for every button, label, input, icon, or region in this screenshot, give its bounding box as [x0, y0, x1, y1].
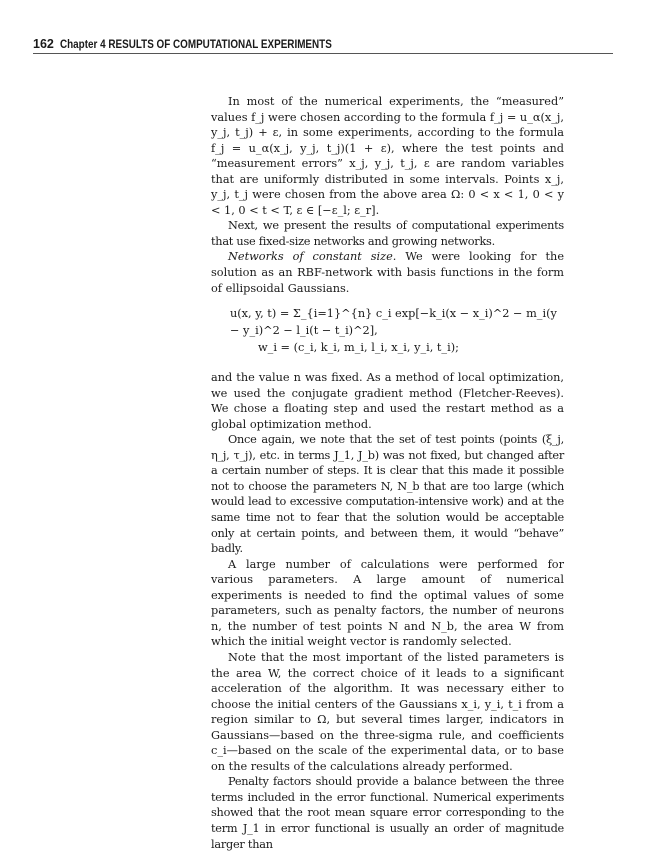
page-number: 162	[33, 37, 54, 51]
paragraph-constant-size	[211, 249, 564, 296]
paragraph-penalty-factors	[211, 774, 564, 852]
running-head	[33, 37, 613, 52]
p8-text: Penalty factors should provide a balance between the three terms included in the error functional. Numerical experiments showed that the root mean square error corresponding to the term J_1 in error functional is usually an order of magnitude larger than	[211, 775, 564, 851]
p2-text: Next, we present the results of computational experiments that use fixed-size networks and growing networks.	[211, 219, 564, 248]
paragraph-test-points	[211, 432, 564, 556]
formula-line-1: u(x, y, t) = Σ_{i=1}^{n} c_i exp[−k_i(x − x_i)^2 − m_i(y − y_i)^2 − l_i(t − t_i)^2],	[230, 307, 557, 338]
paragraph-calculations	[211, 557, 564, 650]
paragraph-area-w	[211, 650, 564, 774]
paragraph-measured-values	[211, 94, 564, 218]
p6-text: A large number of calculations were performed for various parameters. A large amount of numerical experiments is needed to find the optimal values of some parameters, such as penalty factors, the number of neurons n, the number of test points N and N_b, the area W from which the initial weight vector is randomly selected.	[211, 557, 564, 649]
section-run-in-heading: Networks of constant size.	[228, 250, 397, 264]
p4-text: and the value n was fixed. As a method of local optimization, we used the conjugate gradient method (Fletcher-Reeves). We chose a floating step and used the restart method as a global optimization method.	[211, 371, 564, 431]
p7-text: Note that the most important of the listed parameters is the area W, the correct choice of it leads to a significant acceleration of the algorithm. It was necessary either to choose the initial centers of the Gaussians x_i, y_i, t_i from a region similar to Ω, but several times larger, indicators in Gaussians—based on the three-sigma rule, and coefficients c_i—based on the scale of the experimental data, or to base on the results of the calculations already performed.	[211, 650, 564, 773]
body-text	[211, 94, 564, 852]
paragraph-next-results	[211, 218, 564, 249]
rbf-formula	[230, 305, 564, 356]
p3-text: We were looking for the solution as an RBF-network with basis functions in the form of ellipsoidal Gaussians.	[211, 250, 565, 295]
header-rule	[33, 53, 613, 54]
paragraph-local-optimization	[211, 370, 564, 432]
p5-text: Once again, we note that the set of test points (points (ξ_j, η_j, τ_j), etc. in terms J_1, J_b) was not fixed, but changed after a certain number of steps. It is clear that this made it possible not to choose the parameters N, N_b that are too large (which would lead to excessive computation-intensive work) and at the same time not to fear that the solution would be acceptable only at certain points, and between them, it would “behave” badly.	[211, 433, 564, 556]
chapter-title: Chapter 4 RESULTS OF COMPUTATIONAL EXPERIMENTS	[59, 39, 332, 51]
p1-text: In most of the numerical experiments, the “measured” values f_j were chosen according to the formula f_j = u_α(x_j, y_j, t_j) + ε, in some experiments, according to the formula f_j = u_α(x_j, y_j, t_j)(1 + ε), where the test points and “measurement errors” x_j, y_j, t_j, ε are random variables that are uniformly distributed in some intervals. Points x_j, y_j, t_j were chosen from the above area Ω: 0 < x < 1, 0 < y < 1, 0 < t < T, ε ∈ [−ε_l; ε_r].	[211, 95, 564, 217]
formula-line-2: w_i = (c_i, k_i, m_i, l_i, x_i, y_i, t_i);	[258, 341, 459, 355]
